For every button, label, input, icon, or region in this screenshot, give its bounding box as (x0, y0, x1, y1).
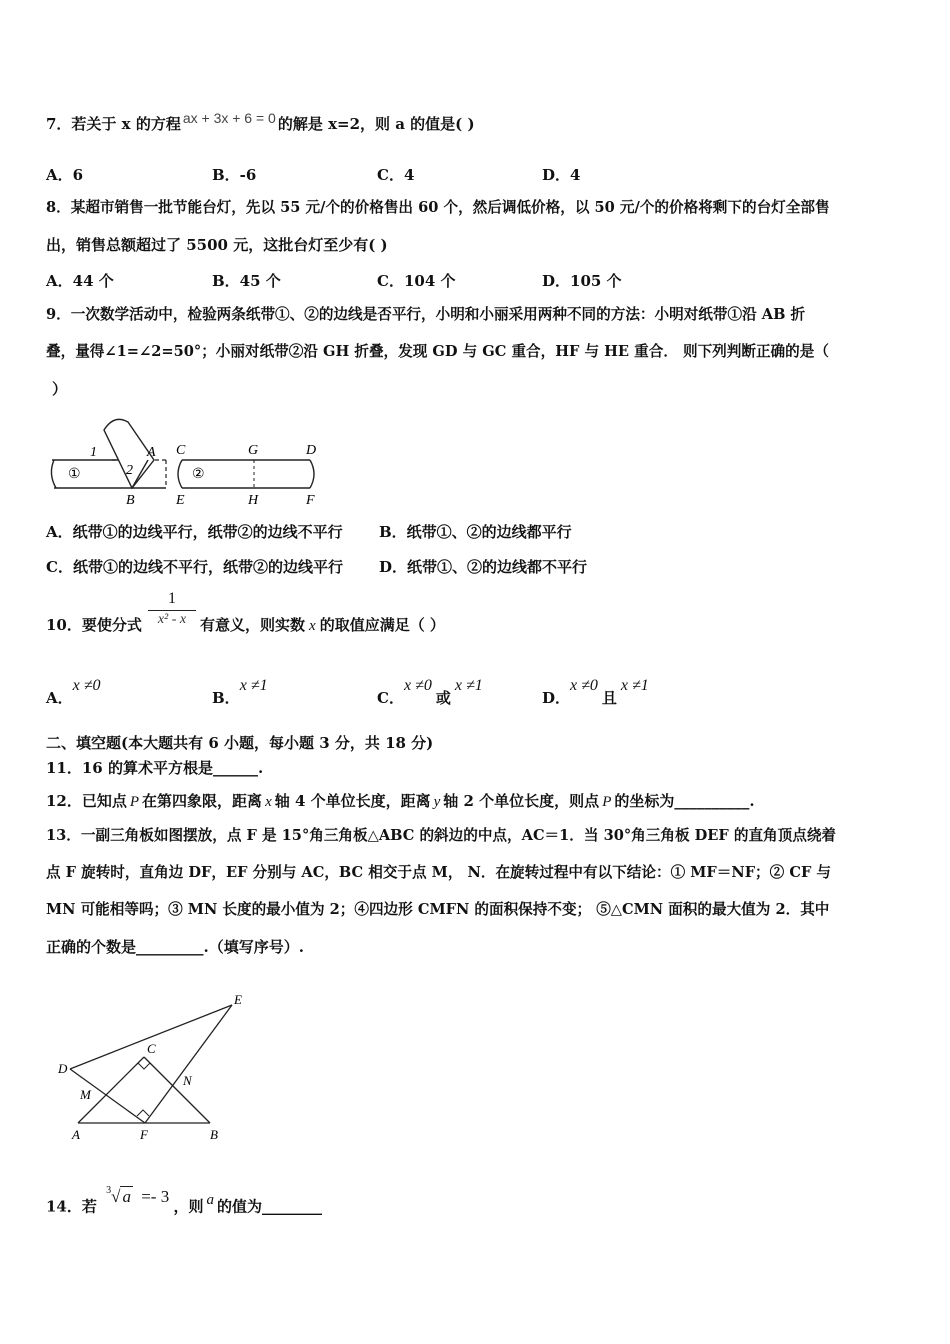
q12-line (46, 791, 755, 812)
q10-option-d-label: D． (542, 689, 571, 707)
q11-line: 11．16 的算术平方根是______. (46, 759, 264, 777)
q10-option-b-expr: x ≠1 (239, 677, 268, 694)
q13-label-D: D (58, 1061, 68, 1076)
q10-option-c[interactable] (377, 677, 483, 708)
q9-line2: 叠，量得∠1=∠2=50°；小丽对纸带②沿 GH 折叠，发现 GD 与 GC 重合，HF 与 HE 重合． 则下列判断正确的是（ (46, 343, 829, 360)
q13-line1: 13．一副三角板如图摆放，点 F 是 15°角三角板△ABC 的斜边的中点，AC＝1．当 30°角三角板 DEF 的直角顶点绕着 (46, 827, 837, 844)
q12-p4: 轴 2 个单位长度，则点 (443, 792, 600, 810)
q10-rest (200, 615, 445, 636)
q13-label-C: C (147, 1041, 156, 1056)
q10-option-c-joiner: 或 (435, 689, 451, 707)
q8-option-c[interactable]: C．104 个 (377, 272, 456, 290)
q9-label-B: B (126, 493, 135, 508)
radical-sign-icon: √ (111, 1186, 121, 1206)
q9-paper-strip-figure (44, 410, 334, 510)
q9-label-H: H (248, 493, 259, 508)
q9-label-circle1: ① (68, 467, 81, 482)
q14-line (46, 1185, 322, 1218)
q10-option-d-joiner: 且 (601, 689, 617, 707)
q8-option-a[interactable]: A．44 个 (46, 272, 114, 290)
q10-prefix: 10．要使分式 (46, 616, 142, 634)
q8-line1: 8．某超市销售一批节能台灯，先以 55 元/个的价格售出 60 个，然后调低价格，以 50 元/个的价格将剩下的台灯全部售 (46, 199, 830, 216)
q9-option-a[interactable]: A．纸带①的边线平行，纸带②的边线不平行 (46, 523, 343, 541)
q14-mid: ，则 (173, 1197, 204, 1216)
q12-p1: 12．已知点 (46, 792, 127, 810)
q10-option-b[interactable] (212, 677, 268, 708)
q9-label-D: D (306, 443, 317, 458)
q13-label-A: A (72, 1127, 80, 1142)
q7-prefix: 7．若关于 x 的方程 (46, 115, 181, 133)
q14-prefix: 14．若 (46, 1197, 97, 1216)
q9-option-d[interactable]: D．纸带①、②的边线都不平行 (379, 558, 588, 576)
strip1-outline (51, 460, 56, 488)
q10-option-d-expr1: x ≠0 (570, 677, 598, 694)
q9-line3: ） (52, 380, 68, 398)
q10-numerator: 1 (168, 590, 176, 607)
q14-var: a (206, 1191, 214, 1208)
q13-line3: MN 可能相等吗；③ MN 长度的最小值为 2；④四边形 CMFN 的面积保持不变； ⑤△CMN 面积的最大值为 2．其中 (46, 901, 830, 918)
q10-option-a-label: A． (46, 689, 73, 707)
q14-root-index: 3 (106, 1185, 112, 1196)
q9-label-C: C (176, 443, 186, 458)
q10-option-c-expr2: x ≠1 (454, 677, 483, 694)
q9-label-A: A (147, 445, 156, 460)
q9-label-F: F (306, 493, 315, 508)
q12-x: x (265, 794, 272, 810)
q9-label-E: E (176, 493, 185, 508)
q9-label-G: G (248, 443, 259, 458)
q7-option-a[interactable]: A．6 (46, 166, 84, 184)
section2-heading: 二、填空题(本大题共有 6 小题，每小题 3 分，共 18 分) (46, 734, 434, 752)
q13-label-B: B (210, 1127, 218, 1142)
strip2-left-edge (178, 460, 182, 488)
q7-option-c[interactable]: C．4 (377, 166, 415, 184)
q10-var: x (309, 618, 316, 634)
q14-radicand: a (122, 1186, 131, 1206)
q10-option-c-expr1: x ≠0 (403, 677, 432, 694)
q10-option-a-expr: x ≠0 (72, 677, 101, 694)
q10-option-c-label: C． (377, 689, 404, 707)
q8-line2: 出，销售总额超过了 5500 元，这批台灯至少有( ) (46, 236, 388, 254)
q9-label-2: 2 (126, 463, 133, 478)
q12-p3: 轴 4 个单位长度，距离 (274, 792, 431, 810)
q14-cube-root (106, 1187, 173, 1206)
q12-p2: 在第四象限，距离 (142, 792, 263, 810)
q8-option-b[interactable]: B．45 个 (212, 272, 281, 290)
q10-option-d[interactable] (542, 677, 649, 708)
q14-suffix: 的值为________ (216, 1197, 322, 1216)
q12-y: y (433, 794, 441, 810)
q9-line1: 9．一次数学活动中，检验两条纸带①、②的边线是否平行，小明和小丽采用两种不同的方法：小明对纸带①沿 AB 折 (46, 306, 806, 323)
q7-suffix: 的解是 x=2，则 a 的值是( ) (277, 115, 475, 133)
q10-suffix2: 的取值应满足（ ） (319, 616, 445, 634)
q9-option-c[interactable]: C．纸带①的边线不平行，纸带②的边线平行 (46, 558, 343, 576)
q7-line (46, 110, 475, 134)
q13-label-N: N (183, 1073, 192, 1088)
q7-option-d[interactable]: D．4 (542, 166, 581, 184)
q12-P2: P (602, 794, 612, 810)
q13-label-M: M (80, 1087, 91, 1102)
strip2-right-edge (310, 460, 314, 488)
q12-p5: 的坐标为__________. (614, 792, 755, 810)
q9-label-1: 1 (90, 445, 97, 460)
q13-triangle-figure (50, 985, 260, 1150)
q12-P: P (129, 794, 140, 810)
q13-label-F: F (140, 1127, 148, 1142)
q10-option-a[interactable] (46, 677, 101, 708)
q13-label-E: E (234, 992, 242, 1007)
q10-fraction (146, 590, 198, 629)
q9-label-circle2: ② (192, 467, 205, 482)
q10-option-d-expr2: x ≠1 (620, 677, 649, 694)
q10-denominator: x² - x (157, 612, 187, 627)
q10-suffix: 有意义，则实数 (200, 616, 306, 634)
q13-line2: 点 F 旋转时，直角边 DF，EF 分别与 AC，BC 相交于点 M， N．在旋转过程中有以下结论：① MF＝NF；② CF 与 (46, 864, 831, 881)
q8-option-d[interactable]: D．105 个 (542, 272, 622, 290)
q7-equation: ax + 3x + 6 = 0 (182, 110, 276, 126)
q9-option-b[interactable]: B．纸带①、②的边线都平行 (379, 523, 572, 541)
q13-line4: 正确的个数是_________.（填写序号）. (46, 938, 304, 956)
q7-option-b[interactable]: B．-6 (212, 166, 257, 184)
q14-rhs: =- 3 (141, 1186, 170, 1206)
q10-option-b-label: B． (212, 689, 240, 707)
